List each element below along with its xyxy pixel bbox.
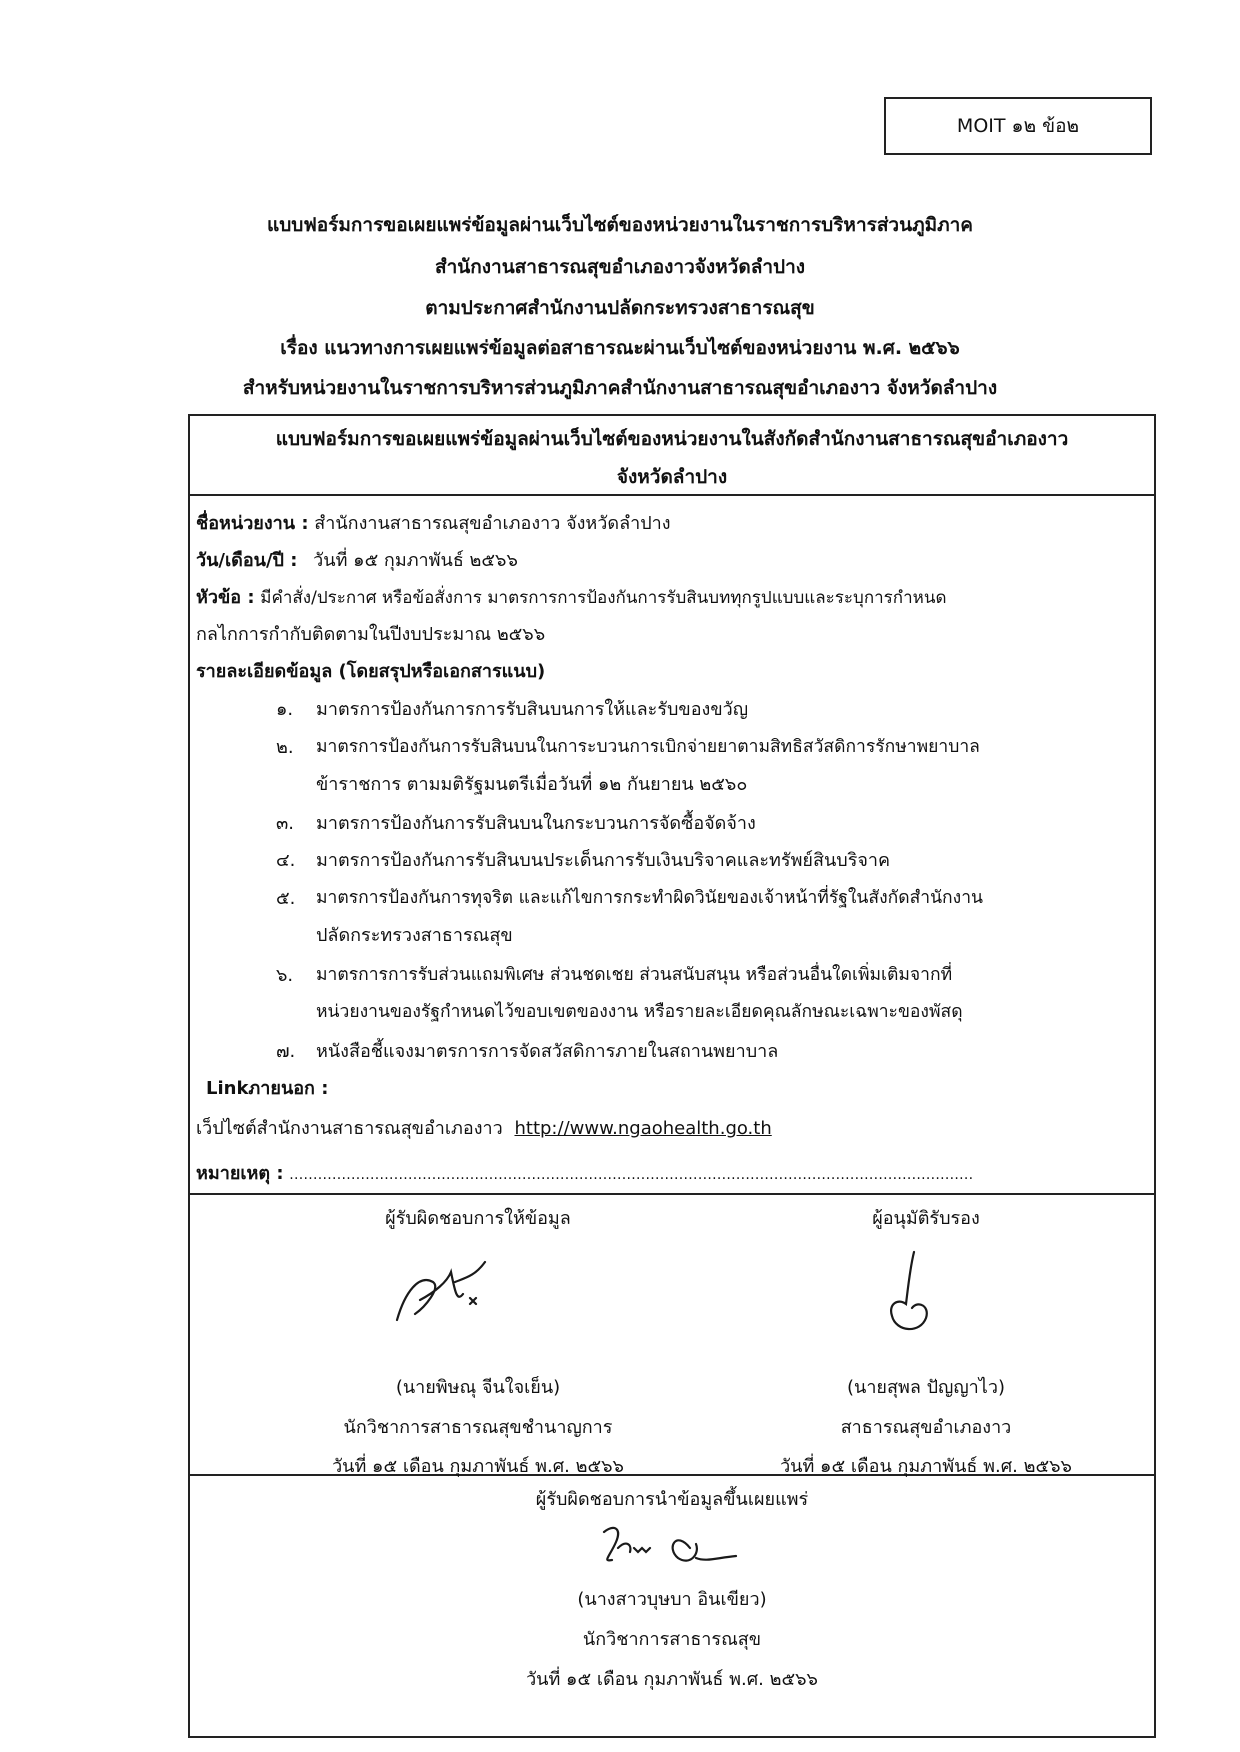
topic-value-line-1: มีคำสั่ง/ประกาศ หรือข้อสั่งการ มาตรการการป้องกันการรับสินบททุกรูปแบบและระบุการกำหนด bbox=[260, 588, 947, 608]
date-label: วัน/เดือน/ปี : bbox=[196, 550, 298, 571]
heading-line-4: เรื่อง แนวทางการเผยแพร่ข้อมูลต่อสาธารณะผ่านเว็บไซต์ของหน่วยงาน พ.ศ. ๒๕๖๖ bbox=[280, 337, 960, 359]
item-line: มาตรการป้องกันการรับสินบนในการะบวนการเบิกจ่ายยาตามสิทธิสวัสดิการรักษาพยาบาล bbox=[316, 737, 980, 757]
heading-line-3: ตามประกาศสำนักงานปลัดกระทรวงสาธารณสุข bbox=[425, 297, 815, 319]
item-number: ๗. bbox=[276, 1041, 296, 1062]
remark-dots: ................................................................................................................................................ bbox=[289, 1167, 974, 1183]
agency-row bbox=[196, 508, 671, 537]
topic-label: หัวข้อ : bbox=[196, 587, 255, 608]
left-signer-position: นักวิชาการสาธารณสุขชำนาญการ bbox=[343, 1417, 613, 1438]
topic-row bbox=[196, 582, 947, 611]
external-link-label: Linkภายนอก : bbox=[206, 1078, 329, 1099]
website-link[interactable]: http://www.ngaohealth.go.th bbox=[514, 1118, 772, 1139]
form-title-line-2: จังหวัดลำปาง bbox=[616, 466, 728, 488]
item-line-continued: ข้าราชการ ตามมติรัฐมนตรีเมื่อวันที่ ๑๒ กันยายน ๒๕๖๐ bbox=[316, 774, 748, 795]
right-signer-date: วันที่ ๑๕ เดือน กุมภาพันธ์ พ.ศ. ๒๕๖๖ bbox=[780, 1456, 1072, 1477]
bottom-signer-role: ผู้รับผิดชอบการนำข้อมูลขึ้นเผยแพร่ bbox=[535, 1489, 809, 1510]
bottom-signature-image bbox=[596, 1518, 756, 1580]
form-title-line-1: แบบฟอร์มการขอเผยแพร่ข้อมูลผ่านเว็บไซต์ของหน่วยงานในสังกัดสำนักงานสาธารณสุขอำเภองาว bbox=[275, 428, 1069, 450]
website-row bbox=[196, 1113, 772, 1142]
item-number: ๑. bbox=[276, 699, 294, 720]
right-signer-name: (นายสุพล ปัญญาไว) bbox=[847, 1377, 1005, 1398]
date-value: วันที่ ๑๕ กุมภาพันธ์ ๒๕๖๖ bbox=[313, 550, 518, 571]
item-line: มาตรการป้องกันการทุจริต และแก้ไขการกระทำผิดวินัยของเจ้าหน้าที่รัฐในสังกัดสำนักงาน bbox=[316, 888, 983, 908]
left-signer-name: (นายพิษณุ จีนใจเย็น) bbox=[395, 1377, 561, 1398]
heading-line-5: สำหรับหน่วยงานในราชการบริหารส่วนภูมิภาคสำนักงานสาธารณสุขอำเภองาว จังหวัดลำปาง bbox=[242, 377, 998, 399]
agency-label: ชื่อหน่วยงาน : bbox=[196, 513, 309, 534]
item-line-continued: หน่วยงานของรัฐกำหนดไว้ขอบเขตของงาน หรือรายละเอียดคุณลักษณะเฉพาะของพัสดุ bbox=[316, 1002, 963, 1022]
agency-value: สำนักงานสาธารณสุขอำเภองาว จังหวัดลำปาง bbox=[314, 513, 671, 534]
item-number: ๒. bbox=[276, 737, 294, 758]
right-signature-image bbox=[868, 1248, 948, 1340]
item-number: ๖. bbox=[276, 965, 294, 986]
right-signer-position: สาธารณสุขอำเภองาว bbox=[840, 1417, 1012, 1438]
document-code: MOIT ๑๒ ข้อ๒ bbox=[956, 115, 1080, 137]
item-number: ๕. bbox=[276, 888, 296, 909]
bottom-signer-position: นักวิชาการสาธารณสุข bbox=[582, 1629, 762, 1650]
left-signer-role: ผู้รับผิดชอบการให้ข้อมูล bbox=[385, 1208, 571, 1229]
right-signer-role: ผู้อนุมัติรับรอง bbox=[872, 1208, 980, 1229]
details-divider bbox=[188, 1193, 1156, 1195]
left-signer-date: วันที่ ๑๕ เดือน กุมภาพันธ์ พ.ศ. ๒๕๖๖ bbox=[332, 1456, 624, 1477]
heading-line-1: แบบฟอร์มการขอเผยแพร่ข้อมูลผ่านเว็บไซต์ของหน่วยงานในราชการบริหารส่วนภูมิภาค bbox=[266, 214, 974, 236]
topic-value-line-2: กลไกการกำกับติดตามในปีงบประมาณ ๒๕๖๖ bbox=[196, 624, 546, 645]
date-row bbox=[196, 545, 518, 574]
item-number: ๓. bbox=[276, 813, 295, 834]
document-code-box bbox=[884, 97, 1152, 155]
heading-line-2: สำนักงานสาธารณสุขอำเภองาวจังหวัดลำปาง bbox=[434, 256, 806, 278]
bottom-signer-date: วันที่ ๑๕ เดือน กุมภาพันธ์ พ.ศ. ๒๕๖๖ bbox=[526, 1669, 818, 1690]
item-line: มาตรการป้องกันการการรับสินบนการให้และรับของขวัญ bbox=[316, 699, 749, 720]
bottom-signer-name: (นางสาวบุษบา อินเขียว) bbox=[577, 1589, 767, 1610]
remark-label: หมายเหตุ : bbox=[196, 1163, 284, 1184]
remark-row bbox=[196, 1158, 973, 1187]
item-line: หนังสือชี้แจงมาตรการการจัดสวัสดิการภายในสถานพยาบาล bbox=[316, 1041, 779, 1062]
item-number: ๔. bbox=[276, 850, 296, 871]
website-label: เว็ปไซต์สำนักงานสาธารณสุขอำเภองาว bbox=[196, 1118, 503, 1139]
item-line: มาตรการป้องกันการรับสินบนประเด็นการรับเงินบริจาคและทรัพย์สินบริจาค bbox=[316, 850, 891, 871]
left-signature-image bbox=[385, 1252, 495, 1332]
item-line: มาตรการการรับส่วนแถมพิเศษ ส่วนชดเชย ส่วนสนับสนุน หรือส่วนอื่นใดเพิ่มเติมจากที่ bbox=[316, 965, 953, 985]
details-label: รายละเอียดข้อมูล (โดยสรุปหรือเอกสารแนบ) bbox=[196, 661, 546, 682]
item-line: มาตรการป้องกันการรับสินบนในกระบวนการจัดซื้อจัดจ้าง bbox=[316, 813, 756, 834]
form-title-divider bbox=[188, 494, 1156, 496]
item-line-continued: ปลัดกระทรวงสาธารณสุข bbox=[316, 925, 513, 946]
